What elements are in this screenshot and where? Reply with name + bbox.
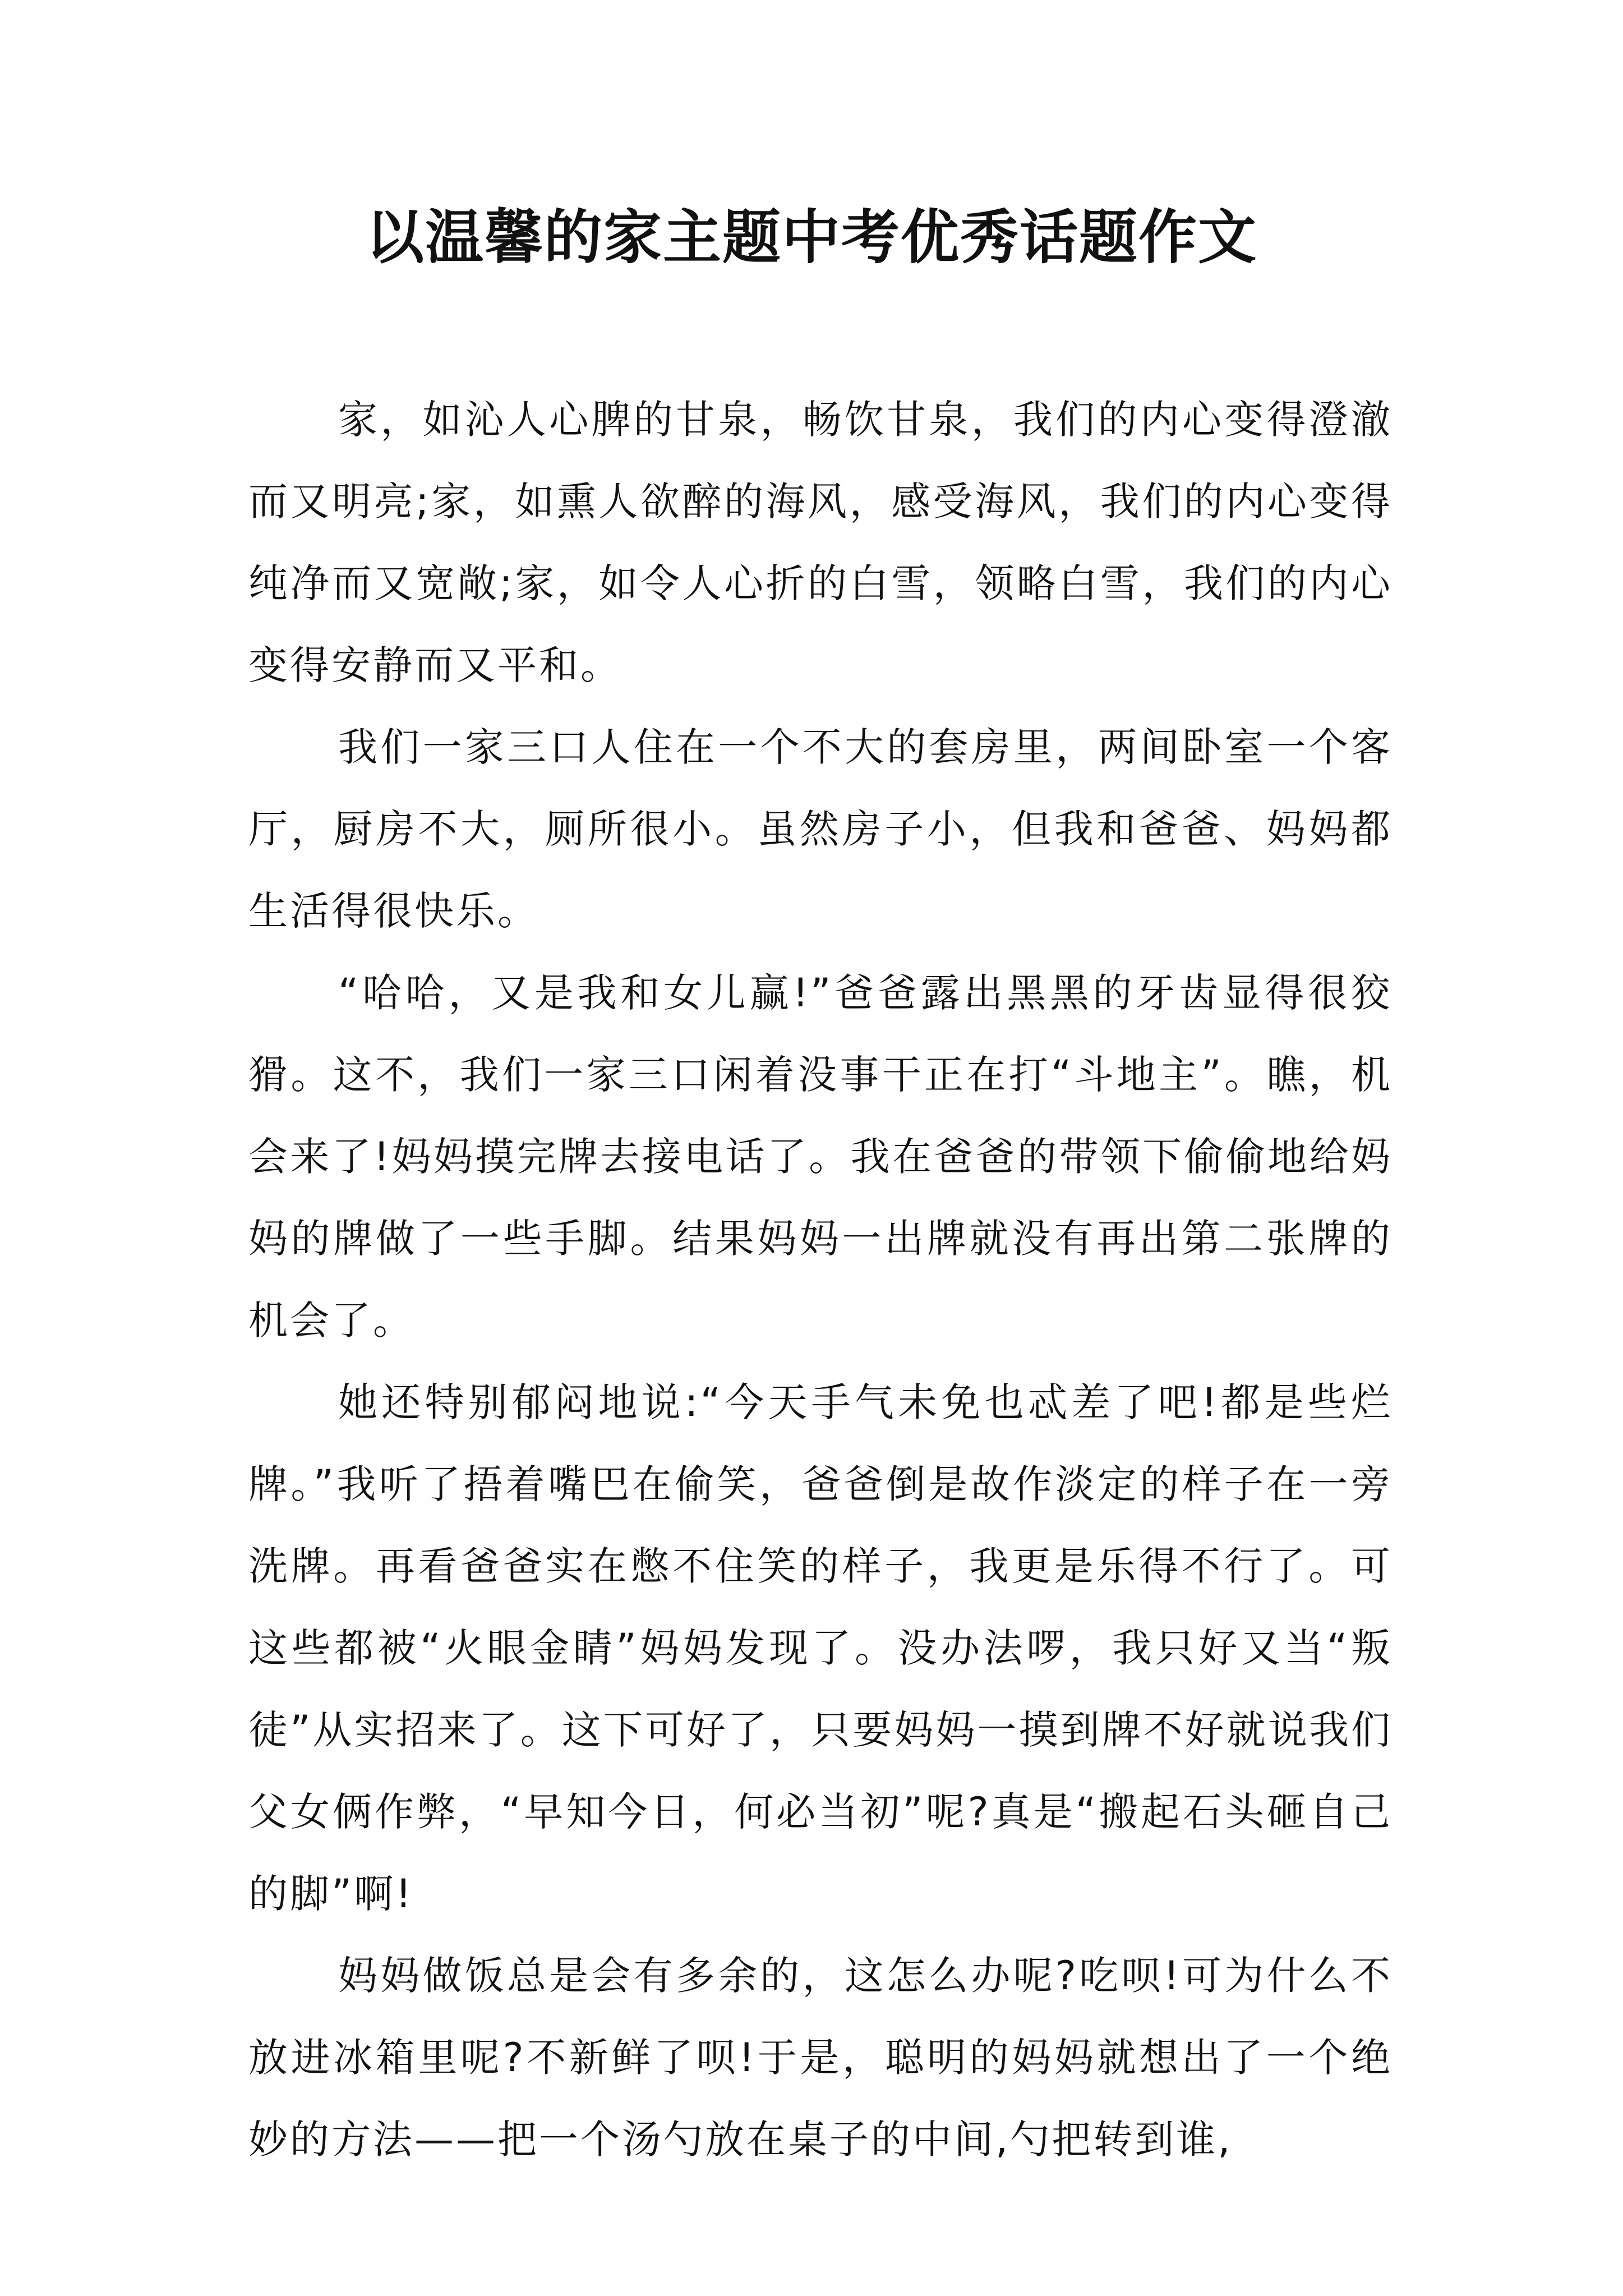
paragraph-5: 妈妈做饭总是会有多余的，这怎么办呢?吃呗!可为什么不放进冰箱里呢?不新鲜了呗!于是，聪明的妈妈就想出了一个绝妙的方法——把一个汤勺放在桌子的中间,勺把转到谁, <box>248 1953 1393 2162</box>
paragraph-1: 家，如沁人心脾的甘泉，畅饮甘泉，我们的内心变得澄澈而又明亮;家，如熏人欲醉的海风，感受海风，我们的内心变得纯净而又宽敞;家，如令人心折的白雪，领略白雪，我们的内心变得安静而又平和。 <box>248 397 1393 688</box>
document-title: 以温馨的家主题中考优秀话题作文 <box>365 203 1257 272</box>
paragraph-4: 她还特别郁闷地说:“今天手气未免也忒差了吧!都是些烂牌。”我听了捂着嘴巴在偷笑，爸爸倒是故作淡定的样子在一旁洗牌。再看爸爸实在憋不住笑的样子，我更是乐得不行了。可这些都被“火眼金睛”妈妈发现了。没办法啰，我只好又当“叛徒”从实招来了。这下可好了，只要妈妈一摸到牌不好就说我们父女俩作弊，“早知今日，何必当初”呢?真是“搬起石头砸自己的脚”啊! <box>248 1379 1393 1917</box>
document-body <box>248 379 1393 2180</box>
paragraph-3: “哈哈，又是我和女儿赢!”爸爸露出黑黑的牙齿显得很狡猾。这不，我们一家三口闲着没事干正在打“斗地主”。瞧，机会来了!妈妈摸完牌去接电话了。我在爸爸的带领下偷偷地给妈妈的牌做了一些手脚。结果妈妈一出牌就没有再出第二张牌的机会了。 <box>248 970 1393 1343</box>
paragraph-2: 我们一家三口人住在一个不大的套房里，两间卧室一个客厅，厨房不大，厕所很小。虽然房子小，但我和爸爸、妈妈都生活得很快乐。 <box>248 724 1393 934</box>
